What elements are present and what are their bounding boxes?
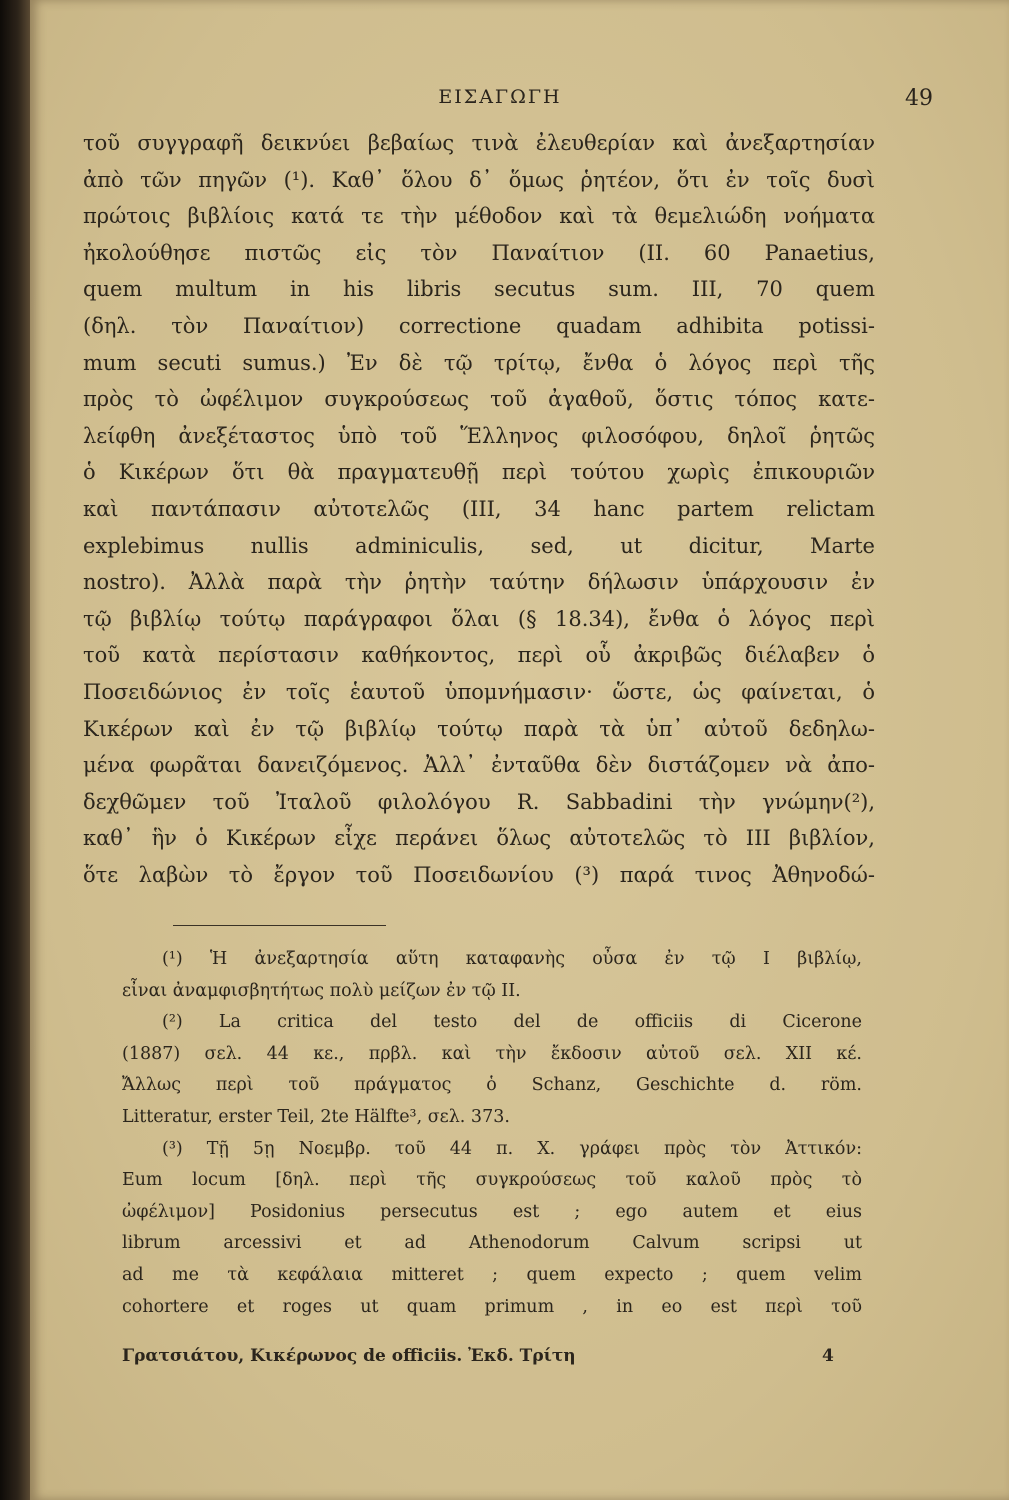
text-line: ἠκολούθησε πιστῶς εἰς τὸν Παναίτιον (ΙΙ. 60 Panaetius, <box>83 240 875 265</box>
main-text <box>83 125 875 893</box>
signature-mark: 4 <box>822 1346 834 1366</box>
running-header <box>30 86 1009 116</box>
text-line: τοῦ συγγραφῆ δεικνύει βεβαίως τινὰ ἐλευθερίαν καὶ ἀνεξαρτησίαν <box>83 131 875 155</box>
text-line: καθ᾽ ἣν ὁ Κικέρων εἶχε περάνει ὅλως αὐτοτελῶς τὸ ΙΙΙ βιβλίον, <box>83 826 875 851</box>
footnote-line: εἶναι ἀναμφισβητήτως πολὺ μείζων ἐν τῷ ΙΙ. <box>122 980 521 1001</box>
text-line: τῷ βιβλίῳ τούτῳ παράγραφοι ὅλαι (§ 18.34), ἔνθα ὁ λόγος περὶ <box>83 606 875 631</box>
footnote-line: Ἄλλως περὶ τοῦ πράγματος ὁ Schanz, Geschichte d. röm. <box>122 1075 862 1096</box>
text-line: τοῦ κατὰ περίστασιν καθήκοντος, περὶ οὗ ἀκριβῶς διέλαβεν ὁ <box>83 643 875 668</box>
footnote-line: Eum locum [δηλ. περὶ τῆς συγκρούσεως τοῦ καλοῦ πρὸς τὸ <box>122 1170 862 1191</box>
text-line: Ποσειδώνιος ἐν τοῖς ἑαυτοῦ ὑπομνήμασιν· ὥστε, ὡς φαίνεται, ὁ <box>83 679 875 704</box>
signature-line <box>122 1346 862 1366</box>
text-line: ἀπὸ τῶν πηγῶν (¹). Καθ᾽ ὅλου δ᾽ ὅμως ῥητέον, ὅτι ἐν τοῖς δυσὶ <box>83 167 875 192</box>
text-line: πρὸς τὸ ὠφέλιμον συγκρούσεως τοῦ ἀγαθοῦ, ὅστις τόπος κατε- <box>83 387 875 412</box>
book-spine-shadow <box>0 0 30 1500</box>
text-line: λείφθη ἀνεξέταστος ὑπὸ τοῦ Ἕλληνος φιλοσόφου, δηλοῖ ῥητῶς <box>83 423 875 448</box>
footnote-line: (¹) Ἡ ἀνεξαρτησία αὕτη καταφανὴς οὖσα ἐν τῷ Ι βιβλίῳ, <box>162 949 862 969</box>
footnote-line: (1887) σελ. 44 κε., πρβλ. καὶ τὴν ἔκδοσιν αὐτοῦ σελ. ΧΙΙ κέ. <box>122 1043 862 1064</box>
text-line: Κικέρων καὶ ἐν τῷ βιβλίῳ τούτῳ παρὰ τὰ ὑπ᾽ αὐτοῦ δεδηλω- <box>83 716 875 741</box>
text-line: nostro). Ἀλλὰ παρὰ τὴν ῥητὴν ταύτην δήλωσιν ὑπάρχουσιν ἐν <box>83 570 875 595</box>
text-line: explebimus nullis adminiculis, sed, ut dicitur, Marte <box>83 533 875 558</box>
signature-running-text: Γρατσιάτου, Κικέρωνος de officiis. Ἐκδ. Τρίτη <box>122 1346 576 1366</box>
footnote-line: (²) La critica del testo del de officiis di Cicerone <box>162 1012 862 1033</box>
book-page <box>30 0 1009 1500</box>
text-line: δεχθῶμεν τοῦ Ἰταλοῦ φιλολόγου R. Sabbadini τὴν γνώμην(²), <box>83 789 875 814</box>
page-title: ΕΙΣΑΓΩΓΗ <box>438 86 562 108</box>
text-line: ὅτε λαβὼν τὸ ἔργον τοῦ Ποσειδωνίου (³) παρά τινος Ἀθηνοδώ- <box>83 862 875 887</box>
text-line: (δηλ. τὸν Παναίτιον) correctione quadam adhibita potissi- <box>83 313 875 338</box>
footnote-line: librum arcessivi et ad Athenodorum Calvum scripsi ut <box>122 1233 862 1254</box>
footnote-line: ad me τὰ κεφάλαια mitteret ; quem expecto ; quem velim <box>122 1264 862 1285</box>
text-line: πρώτοις βιβλίοις κατά τε τὴν μέθοδον καὶ τὰ θεμελιώδη νοήματα <box>83 204 875 229</box>
footnote-divider <box>173 925 386 926</box>
text-line: ὁ Κικέρων ὅτι θὰ πραγματευθῇ περὶ τούτου χωρὶς ἐπικουριῶν <box>83 460 875 485</box>
footnote-line: Litteratur, erster Teil, 2te Hälfte³, σελ. 373. <box>122 1106 510 1127</box>
footnote-line: (³) Τῇ 5ῃ Νοεμβρ. τοῦ 44 π. Χ. γράφει πρὸς τὸν Ἀττικόν: <box>162 1138 862 1159</box>
page-number: 49 <box>905 86 933 111</box>
text-line: μένα φωρᾶται δανειζόμενος. Ἀλλ᾽ ἐνταῦθα δὲν διστάζομεν νὰ ἀπο- <box>83 753 875 778</box>
text-line: καὶ παντάπασιν αὐτοτελῶς (ΙΙΙ, 34 hanc partem relictam <box>83 496 875 521</box>
footnote-line: cohortere et roges ut quam primum , in eo est περὶ τοῦ <box>122 1296 862 1317</box>
text-line: mum secuti sumus.) Ἐν δὲ τῷ τρίτῳ, ἔνθα ὁ λόγος περὶ τῆς <box>83 350 875 375</box>
footnote-line: ὠφέλιμον] Posidonius persecutus est ; ego autem et eius <box>122 1201 862 1222</box>
text-line: quem multum in his libris secutus sum. III, 70 quem <box>83 277 875 302</box>
footnotes <box>122 944 862 1323</box>
